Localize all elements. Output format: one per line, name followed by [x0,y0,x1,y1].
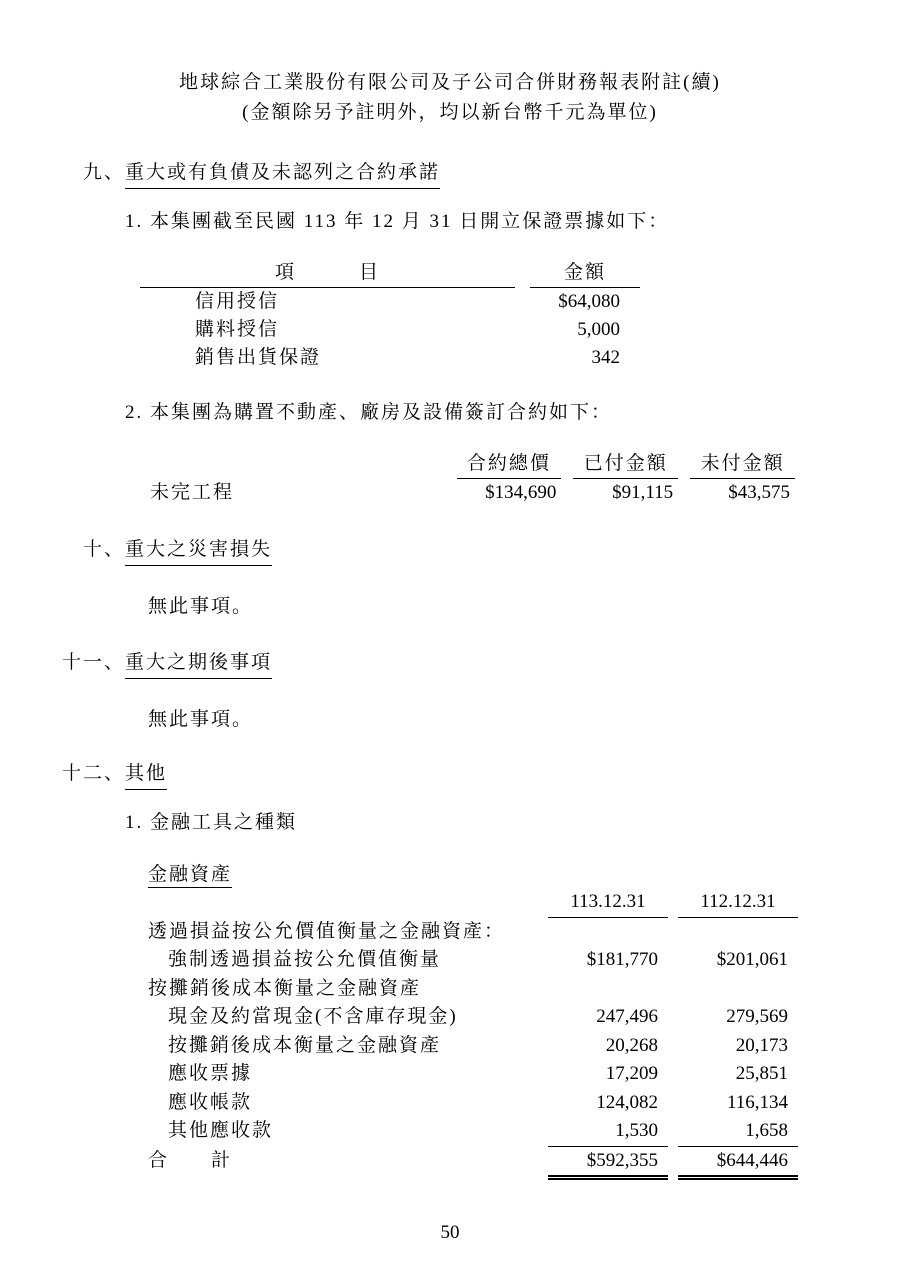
table-row-total [148,1147,798,1181]
section-12-item-1: 1. 金融工具之種類 [125,812,298,833]
row-label: 按攤銷後成本衡量之金融資產 [148,977,422,999]
row-paid-amount: $91,115 [612,482,674,503]
row-label: 強制透過損益按公允價值衡量 [168,949,442,970]
row-value-113: 17,209 [605,1063,658,1084]
row-value-113: 124,082 [596,1091,658,1113]
row-value-112: $201,061 [716,949,788,970]
guarantee-notes-table [140,259,648,372]
section-12 [0,761,900,790]
row-label: 信用授信 [195,291,280,312]
guarantee-table-header [140,259,648,288]
date-header-113: 113.12.31 [548,888,668,918]
table-row [150,479,795,507]
row-label: 現金及約當現金(不含庫存現金) [168,1006,458,1027]
financial-assets-table [148,888,798,1180]
section-9-item-2: 2. 本集團為購置不動產、廠房及設備簽訂合約如下： [125,402,613,423]
section-9-heading: 重大或有負債及未認列之合約承諾 [125,160,440,189]
section-10-heading: 重大之災害損失 [125,537,272,566]
table-row [148,975,798,1004]
section-10 [0,537,900,566]
section-11 [0,650,900,679]
date-header-112: 112.12.31 [678,888,798,918]
financial-assets-header [148,888,798,918]
row-value-112: 279,569 [726,1006,788,1027]
row-label: 合 計 [148,1149,233,1171]
section-10-body: 無此事項。 [148,596,254,617]
row-value-113: 247,496 [596,1006,658,1027]
row-label: 未完工程 [150,482,235,503]
row-label: 按攤銷後成本衡量之金融資產 [168,1034,442,1056]
financial-assets-subheading [148,862,900,888]
contracts-table [150,450,795,507]
table-row [148,918,798,947]
table-row [148,1117,798,1147]
section-9-item-1: 1. 本集團截至民國 113 年 12 月 31 日開立保證票據如下： [125,211,670,232]
table-row [148,946,798,975]
row-label: 銷售出貨保證 [195,347,322,368]
row-total-price: $134,690 [485,482,557,503]
row-unpaid-amount: $43,575 [728,482,790,503]
section-11-marker: 十一、 [61,652,125,673]
guarantee-header-amount: 金額 [530,259,640,288]
table-row [140,288,648,316]
row-value-112: 20,173 [735,1034,788,1056]
contracts-header-paid: 已付金額 [573,450,678,479]
row-amount: 5,000 [577,319,620,340]
contracts-header-unpaid: 未付金額 [690,450,795,479]
total-value-112: $644,446 [678,1147,798,1181]
page-subtitle: (金額除另予註明外，均以新台幣千元為單位) [242,102,658,123]
row-value-113: 20,268 [605,1034,658,1056]
row-value-113: $181,770 [586,949,658,970]
contracts-table-header [150,450,795,479]
table-row [140,344,648,372]
row-amount: 342 [591,347,620,368]
section-10-marker: 十、 [82,539,125,560]
row-label: 應收帳款 [168,1091,253,1113]
row-value-112: 1,658 [678,1117,798,1147]
table-row [148,1089,798,1118]
contracts-header-total: 合約總價 [457,450,562,479]
row-value-113: 1,530 [548,1117,668,1147]
row-label: 透過損益按公允價值衡量之金融資產： [148,920,506,942]
table-row [140,316,648,344]
row-value-112: 25,851 [735,1063,788,1084]
table-row [148,1060,798,1089]
row-value-112: 116,134 [726,1091,788,1113]
financial-assets-subheading-text: 金融資產 [148,864,232,888]
page-number: 50 [440,1222,460,1243]
section-11-body: 無此事項。 [148,709,254,730]
section-11-heading: 重大之期後事項 [125,650,272,679]
guarantee-header-item: 項 目 [140,259,515,288]
total-value-113: $592,355 [548,1147,668,1181]
table-row [148,1032,798,1061]
row-amount: $64,080 [558,291,620,312]
section-9 [0,160,900,189]
row-label: 應收票據 [168,1063,253,1084]
page-title: 地球綜合工業股份有限公司及子公司合併財務報表附註(續) [179,72,721,93]
section-12-marker: 十二、 [61,763,125,784]
section-9-marker: 九、 [82,162,125,183]
section-12-heading: 其他 [125,761,167,790]
row-label: 其他應收款 [168,1120,274,1141]
row-label: 購料授信 [195,319,280,340]
table-row [148,1003,798,1032]
